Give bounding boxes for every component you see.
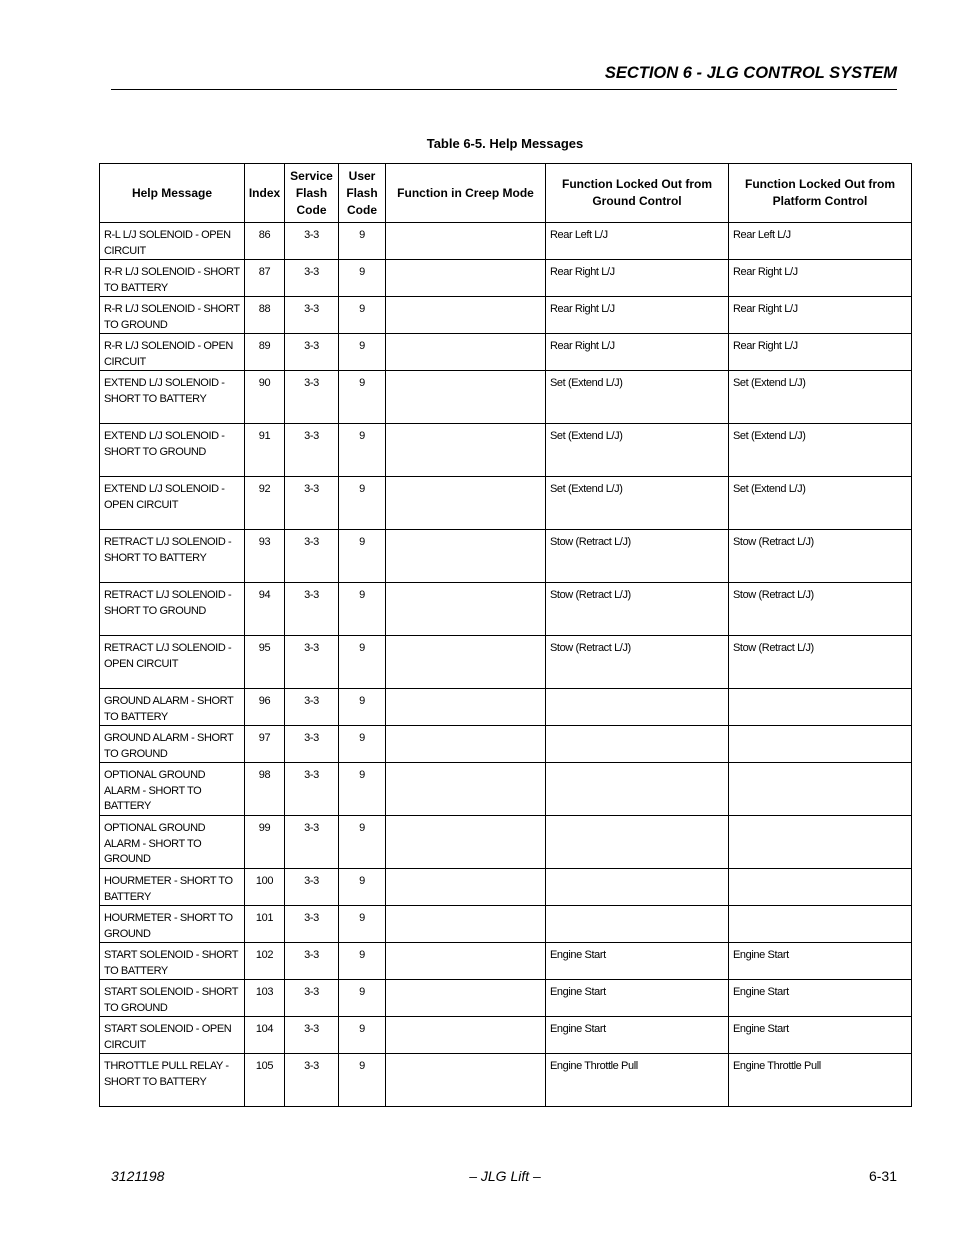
platform-lockout-cell: [729, 689, 912, 726]
index-cell: 103: [245, 980, 285, 1017]
ground-lockout-cell: [546, 906, 729, 943]
ground-lockout-cell: Rear Right L/J: [546, 334, 729, 371]
ground-lockout-cell: Set (Extend L/J): [546, 477, 729, 530]
platform-lockout-cell: Set (Extend L/J): [729, 477, 912, 530]
col-header-platform-lockout: Function Locked Out from Platform Control: [729, 164, 912, 223]
index-cell: 89: [245, 334, 285, 371]
creep-mode-cell: [386, 980, 546, 1017]
platform-lockout-cell: Stow (Retract L/J): [729, 636, 912, 689]
index-cell: 97: [245, 726, 285, 763]
platform-lockout-cell: [729, 726, 912, 763]
user-flash-code-cell: 9: [339, 1054, 386, 1107]
help-messages-table: [99, 163, 912, 1107]
user-flash-code-cell: 9: [339, 371, 386, 424]
table-row: [100, 726, 912, 763]
index-cell: 93: [245, 530, 285, 583]
user-flash-code-cell: 9: [339, 530, 386, 583]
service-flash-code-cell: 3-3: [285, 260, 339, 297]
table-row: [100, 583, 912, 636]
ground-lockout-cell: [546, 763, 729, 816]
user-flash-code-cell: 9: [339, 477, 386, 530]
creep-mode-cell: [386, 636, 546, 689]
user-flash-code-cell: 9: [339, 223, 386, 260]
ground-lockout-cell: Rear Right L/J: [546, 260, 729, 297]
help-message-cell: START SOLENOID - SHORT TO GROUND: [100, 980, 245, 1017]
help-message-cell: RETRACT L/J SOLENOID - SHORT TO BATTERY: [100, 530, 245, 583]
help-message-cell: OPTIONAL GROUND ALARM - SHORT TO GROUND: [100, 816, 245, 869]
help-message-cell: R-L L/J SOLENOID - OPEN CIRCUIT: [100, 223, 245, 260]
ground-lockout-cell: Stow (Retract L/J): [546, 530, 729, 583]
ground-lockout-cell: Set (Extend L/J): [546, 371, 729, 424]
table-row: [100, 530, 912, 583]
table-row: [100, 260, 912, 297]
platform-lockout-cell: Engine Throttle Pull: [729, 1054, 912, 1107]
creep-mode-cell: [386, 943, 546, 980]
creep-mode-cell: [386, 689, 546, 726]
service-flash-code-cell: 3-3: [285, 689, 339, 726]
platform-lockout-cell: [729, 906, 912, 943]
ground-lockout-cell: [546, 726, 729, 763]
help-message-cell: HOURMETER - SHORT TO BATTERY: [100, 869, 245, 906]
user-flash-code-cell: 9: [339, 726, 386, 763]
table-title: Table 6-5. Help Messages: [426, 136, 584, 151]
platform-lockout-cell: Set (Extend L/J): [729, 371, 912, 424]
index-cell: 102: [245, 943, 285, 980]
service-flash-code-cell: 3-3: [285, 223, 339, 260]
help-message-cell: THROTTLE PULL RELAY - SHORT TO BATTERY: [100, 1054, 245, 1107]
help-message-cell: R-R L/J SOLENOID - OPEN CIRCUIT: [100, 334, 245, 371]
user-flash-code-cell: 9: [339, 943, 386, 980]
index-cell: 95: [245, 636, 285, 689]
service-flash-code-cell: 3-3: [285, 906, 339, 943]
col-header-help-message: Help Message: [100, 164, 245, 223]
user-flash-code-cell: 9: [339, 763, 386, 816]
creep-mode-cell: [386, 477, 546, 530]
table-header-row: [100, 164, 912, 223]
platform-lockout-cell: [729, 816, 912, 869]
user-flash-code-cell: 9: [339, 424, 386, 477]
col-header-service-flash-code: Service Flash Code: [285, 164, 339, 223]
creep-mode-cell: [386, 424, 546, 477]
index-cell: 92: [245, 477, 285, 530]
creep-mode-cell: [386, 297, 546, 334]
index-cell: 87: [245, 260, 285, 297]
help-message-cell: GROUND ALARM - SHORT TO GROUND: [100, 726, 245, 763]
creep-mode-cell: [386, 816, 546, 869]
platform-lockout-cell: [729, 869, 912, 906]
user-flash-code-cell: 9: [339, 297, 386, 334]
creep-mode-cell: [386, 726, 546, 763]
col-header-ground-lockout: Function Locked Out from Ground Control: [546, 164, 729, 223]
platform-lockout-cell: Engine Start: [729, 1017, 912, 1054]
help-message-cell: R-R L/J SOLENOID - SHORT TO BATTERY: [100, 260, 245, 297]
table-row: [100, 816, 912, 869]
creep-mode-cell: [386, 223, 546, 260]
table-row: [100, 869, 912, 906]
table-row: [100, 424, 912, 477]
help-message-cell: RETRACT L/J SOLENOID - OPEN CIRCUIT: [100, 636, 245, 689]
footer-brand: – JLG Lift –: [469, 1168, 541, 1184]
service-flash-code-cell: 3-3: [285, 530, 339, 583]
service-flash-code-cell: 3-3: [285, 583, 339, 636]
platform-lockout-cell: [729, 763, 912, 816]
platform-lockout-cell: Rear Right L/J: [729, 334, 912, 371]
user-flash-code-cell: 9: [339, 980, 386, 1017]
ground-lockout-cell: Rear Left L/J: [546, 223, 729, 260]
ground-lockout-cell: Engine Start: [546, 980, 729, 1017]
help-message-cell: HOURMETER - SHORT TO GROUND: [100, 906, 245, 943]
help-message-cell: R-R L/J SOLENOID - SHORT TO GROUND: [100, 297, 245, 334]
index-cell: 105: [245, 1054, 285, 1107]
help-message-cell: EXTEND L/J SOLENOID - SHORT TO GROUND: [100, 424, 245, 477]
table-row: [100, 980, 912, 1017]
index-cell: 98: [245, 763, 285, 816]
ground-lockout-cell: Stow (Retract L/J): [546, 636, 729, 689]
index-cell: 91: [245, 424, 285, 477]
page-number: 6-31: [868, 1168, 897, 1184]
service-flash-code-cell: 3-3: [285, 636, 339, 689]
table-row: [100, 334, 912, 371]
table-row: [100, 223, 912, 260]
help-message-cell: RETRACT L/J SOLENOID - SHORT TO GROUND: [100, 583, 245, 636]
table-row: [100, 943, 912, 980]
index-cell: 90: [245, 371, 285, 424]
index-cell: 100: [245, 869, 285, 906]
user-flash-code-cell: 9: [339, 636, 386, 689]
platform-lockout-cell: Rear Right L/J: [729, 297, 912, 334]
ground-lockout-cell: [546, 689, 729, 726]
creep-mode-cell: [386, 371, 546, 424]
platform-lockout-cell: Engine Start: [729, 943, 912, 980]
service-flash-code-cell: 3-3: [285, 1017, 339, 1054]
help-message-cell: EXTEND L/J SOLENOID - OPEN CIRCUIT: [100, 477, 245, 530]
platform-lockout-cell: Rear Right L/J: [729, 260, 912, 297]
user-flash-code-cell: 9: [339, 816, 386, 869]
help-message-cell: START SOLENOID - SHORT TO BATTERY: [100, 943, 245, 980]
service-flash-code-cell: 3-3: [285, 869, 339, 906]
ground-lockout-cell: Rear Right L/J: [546, 297, 729, 334]
platform-lockout-cell: Stow (Retract L/J): [729, 583, 912, 636]
service-flash-code-cell: 3-3: [285, 424, 339, 477]
user-flash-code-cell: 9: [339, 260, 386, 297]
ground-lockout-cell: Engine Start: [546, 943, 729, 980]
index-cell: 88: [245, 297, 285, 334]
table-row: [100, 1054, 912, 1107]
index-cell: 96: [245, 689, 285, 726]
creep-mode-cell: [386, 583, 546, 636]
creep-mode-cell: [386, 530, 546, 583]
table-row: [100, 763, 912, 816]
col-header-index: Index: [245, 164, 285, 223]
service-flash-code-cell: 3-3: [285, 816, 339, 869]
platform-lockout-cell: Set (Extend L/J): [729, 424, 912, 477]
service-flash-code-cell: 3-3: [285, 763, 339, 816]
help-message-cell: START SOLENOID - OPEN CIRCUIT: [100, 1017, 245, 1054]
creep-mode-cell: [386, 260, 546, 297]
creep-mode-cell: [386, 869, 546, 906]
index-cell: 101: [245, 906, 285, 943]
index-cell: 104: [245, 1017, 285, 1054]
index-cell: 94: [245, 583, 285, 636]
service-flash-code-cell: 3-3: [285, 371, 339, 424]
user-flash-code-cell: 9: [339, 869, 386, 906]
col-header-user-flash-code: User Flash Code: [339, 164, 386, 223]
table-row: [100, 636, 912, 689]
table-row: [100, 689, 912, 726]
header-rule: [111, 89, 897, 90]
doc-number: 3121198: [111, 1168, 165, 1184]
user-flash-code-cell: 9: [339, 689, 386, 726]
help-message-cell: OPTIONAL GROUND ALARM - SHORT TO BATTERY: [100, 763, 245, 816]
index-cell: 99: [245, 816, 285, 869]
platform-lockout-cell: Stow (Retract L/J): [729, 530, 912, 583]
ground-lockout-cell: [546, 869, 729, 906]
platform-lockout-cell: Engine Start: [729, 980, 912, 1017]
user-flash-code-cell: 9: [339, 906, 386, 943]
ground-lockout-cell: [546, 816, 729, 869]
ground-lockout-cell: Set (Extend L/J): [546, 424, 729, 477]
index-cell: 86: [245, 223, 285, 260]
help-message-cell: GROUND ALARM - SHORT TO BATTERY: [100, 689, 245, 726]
col-header-creep-mode: Function in Creep Mode: [386, 164, 546, 223]
platform-lockout-cell: Rear Left L/J: [729, 223, 912, 260]
help-message-cell: EXTEND L/J SOLENOID - SHORT TO BATTERY: [100, 371, 245, 424]
table-row: [100, 297, 912, 334]
section-title: SECTION 6 - JLG CONTROL SYSTEM: [604, 64, 897, 82]
table-row: [100, 906, 912, 943]
service-flash-code-cell: 3-3: [285, 726, 339, 763]
ground-lockout-cell: Engine Start: [546, 1017, 729, 1054]
user-flash-code-cell: 9: [339, 583, 386, 636]
service-flash-code-cell: 3-3: [285, 297, 339, 334]
creep-mode-cell: [386, 334, 546, 371]
table-row: [100, 1017, 912, 1054]
creep-mode-cell: [386, 1017, 546, 1054]
creep-mode-cell: [386, 906, 546, 943]
creep-mode-cell: [386, 1054, 546, 1107]
ground-lockout-cell: Engine Throttle Pull: [546, 1054, 729, 1107]
user-flash-code-cell: 9: [339, 334, 386, 371]
table-row: [100, 371, 912, 424]
service-flash-code-cell: 3-3: [285, 477, 339, 530]
ground-lockout-cell: Stow (Retract L/J): [546, 583, 729, 636]
creep-mode-cell: [386, 763, 546, 816]
service-flash-code-cell: 3-3: [285, 334, 339, 371]
service-flash-code-cell: 3-3: [285, 980, 339, 1017]
service-flash-code-cell: 3-3: [285, 1054, 339, 1107]
service-flash-code-cell: 3-3: [285, 943, 339, 980]
user-flash-code-cell: 9: [339, 1017, 386, 1054]
table-row: [100, 477, 912, 530]
